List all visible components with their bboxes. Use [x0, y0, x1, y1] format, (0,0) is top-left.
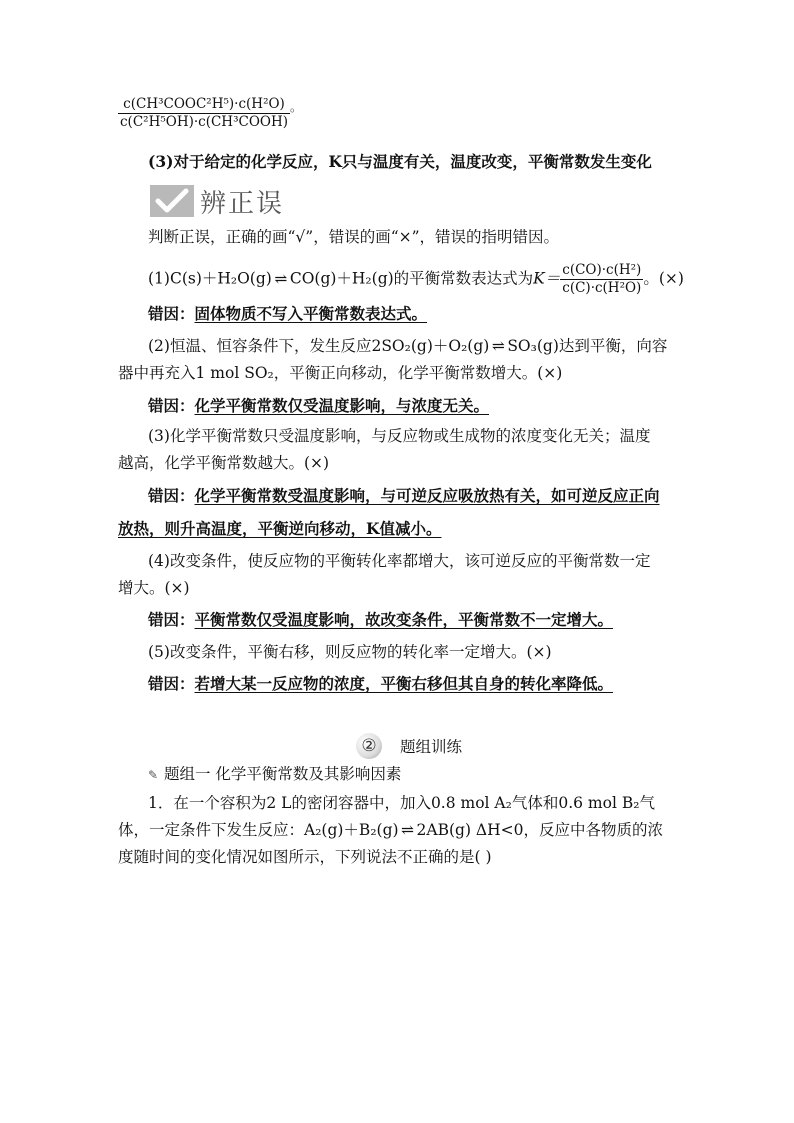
item-5-question: (5)改变条件，平衡右移，则反应物的转化率一定增大。(×)	[148, 643, 552, 661]
cause-label: 错因：	[148, 396, 195, 415]
item-1-question-part-b: CO(g)＋H₂(g)的平衡常数表达式为	[289, 269, 534, 288]
item-1-question-part-a: (1)C(s)＋H₂O(g)	[148, 269, 272, 288]
fraction-end-mark: 。	[290, 100, 303, 114]
question-1-line-2-part-a: 体，一定条件下发生反应：A₂(g)＋B₂(g)	[118, 821, 399, 839]
item-2-question-part-b: SO₃(g)达到平衡，向容	[507, 337, 668, 355]
item-4-question-line-2: 增大。(×)	[118, 579, 190, 597]
item-3-cause-text-1: 化学平衡常数受温度影响，与可逆反应吸放热有关，如可逆反应正向	[194, 486, 660, 505]
item-2-question-line-1	[148, 335, 667, 357]
item-2-question-line-2: 器中再充入1 mol SO₂，平衡正向移动，化学平衡常数增大。(×)	[118, 364, 563, 382]
item-1-fraction-denominator: c(C)·c(H²O)	[562, 280, 642, 296]
fraction-numerator: c(CH³COOC²H⁵)·c(H²O)	[118, 96, 290, 114]
fraction-denominator: c(C²H⁵OH)·c(CH³COOH)	[120, 114, 288, 130]
section-2-number-icon: ②	[356, 733, 382, 759]
item-4-cause	[148, 609, 613, 631]
instruction-text: 判断正误，正确的画“√”，错误的画“×”，错误的指明错因。	[148, 228, 560, 246]
item-5-cause	[148, 673, 613, 695]
item-3-question-line-2: 越高，化学平衡常数越大。(×)	[118, 454, 330, 472]
item-1-fraction-numerator: c(CO)·c(H²)	[562, 262, 642, 278]
item-3-cause-line-1	[148, 485, 660, 507]
reversible-arrow-icon: ⇌	[401, 821, 415, 839]
reversible-arrow-icon: ⇌	[491, 337, 505, 355]
question-1-line-3: 度随时间的变化情况如图所示，下列说法不正确的是( )	[118, 848, 492, 866]
reversible-arrow-icon: ⇌	[274, 269, 288, 288]
question-1-line-2-part-b: 2AB(g) ΔH<0，反应中各物质的浓	[416, 821, 663, 839]
fraction	[118, 96, 290, 131]
item-2-cause	[148, 395, 489, 417]
item-5-cause-text: 若增大某一反应物的浓度，平衡右移但其自身的转化率降低。	[194, 674, 614, 693]
item-1-fraction	[560, 262, 643, 297]
item-1-mark: 。(×)	[643, 269, 684, 288]
cause-label: 错因：	[148, 610, 195, 629]
item-4-cause-text: 平衡常数仅受温度影响，故改变条件，平衡常数不一定增大。	[194, 610, 614, 629]
item-3-cause-line-2	[118, 518, 441, 540]
cause-label: 错因：	[148, 674, 195, 693]
cause-label: 错因：	[148, 486, 195, 505]
item-1-cause-text: 固体物质不写入平衡常数表达式。	[194, 304, 428, 323]
checkmark-icon	[150, 185, 194, 217]
item-1-cause	[148, 303, 427, 325]
group-1-title-text: 题组一 化学平衡常数及其影响因素	[164, 765, 402, 783]
cause-label: 错因：	[148, 304, 195, 323]
equilibrium-fraction	[118, 96, 302, 131]
item-3-cause-text-2: 放热，则升高温度，平衡逆向移动，K值减小。	[118, 519, 442, 538]
item-3-question-line-1: (3)化学平衡常数只受温度影响，与反应物或生成物的浓度变化无关；温度	[148, 427, 651, 445]
question-1-line-2	[118, 819, 663, 841]
section-2-title: 题组训练	[400, 738, 463, 756]
item-2-question-part-a: (2)恒温、恒容条件下，发生反应2SO₂(g)＋O₂(g)	[148, 337, 490, 355]
group-1-title	[148, 763, 401, 786]
k-label: K＝	[533, 269, 561, 288]
item-2-cause-text: 化学平衡常数仅受温度影响，与浓度无关。	[194, 396, 490, 415]
point-3: (3)对于给定的化学反应，K只与温度有关，温度改变，平衡常数发生变化	[148, 152, 652, 171]
section-heading-text: 辨正误	[200, 188, 285, 219]
question-1-line-1: 1．在一个容积为2 L的密闭容器中，加入0.8 mol A₂气体和0.6 mol B₂气	[148, 794, 655, 812]
item-4-question-line-1: (4)改变条件，使反应物的平衡转化率都增大，该可逆反应的平衡常数一定	[148, 552, 651, 570]
pencil-icon: ✎	[148, 768, 159, 782]
section-heading	[150, 183, 284, 219]
item-1-question	[148, 262, 684, 297]
